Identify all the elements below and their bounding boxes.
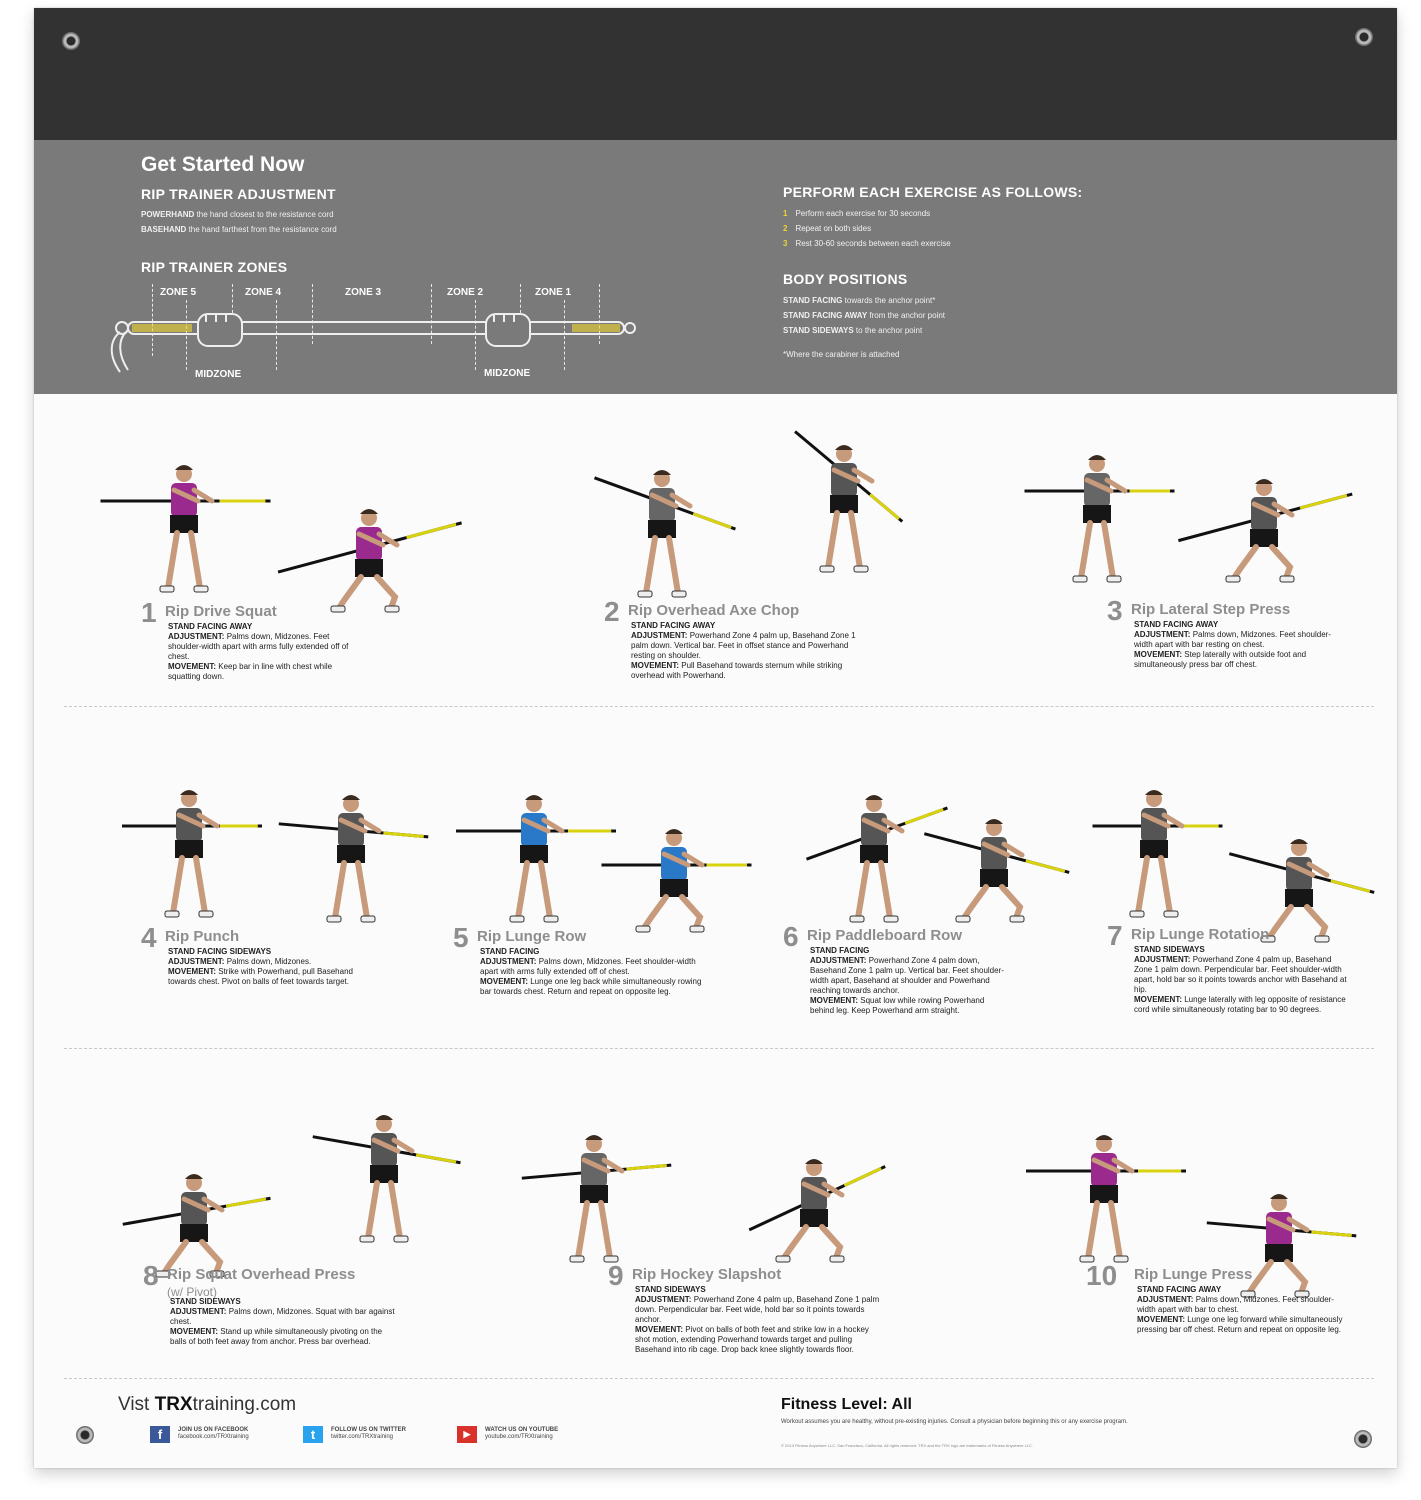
exercise-title: Rip Drive Squat [165,603,277,620]
twitter-icon: t [303,1426,323,1443]
trx-website-link[interactable]: Vist TRXtraining.com [118,1394,297,1415]
exercise-description: STAND SIDEWAYS ADJUSTMENT: Powerhand Zone 4 palm up, Basehand Zone 1 palm down. Perpendicular bar. Feet wide, hold bar so it points towards anchor. MOVEMENT: Pivot on balls of both feet and strike low in a hockey shot motion, extending Powerhand towards target and pulling Basehand into rib cage. Drop back knee slightly towards floor. [635,1285,880,1354]
zone-label: ZONE 4 [245,287,282,298]
midzone-label: MIDZONE [195,369,242,380]
zones-heading: RIP TRAINER ZONES [141,259,288,275]
exercise-photo [514,1128,714,1268]
exercise-number: 9 [608,1260,624,1291]
exercise-photo [1184,458,1384,598]
exercise-photo [271,788,471,928]
exercise-number: 3 [1107,595,1123,626]
exercise-photo [582,463,782,603]
exercise-number: 2 [604,596,620,627]
fist-icon [198,314,242,346]
perform-step: 2 Repeat on both sides [783,224,872,233]
exercise-title: Rip Overhead Axe Chop [628,602,800,619]
exercise-title: Rip Paddleboard Row [807,927,963,944]
basehand-definition: BASEHAND the hand farthest from the resistance cord [141,225,337,234]
exercise-number: 1 [141,597,157,628]
body-position: STAND SIDEWAYS to the anchor point [783,326,923,335]
exercise-photo [304,1108,504,1248]
zone-label: ZONE 1 [535,287,572,298]
zone-label: ZONE 2 [447,287,484,298]
exercise-title: Rip Lateral Step Press [1131,601,1291,618]
exercise-description: STAND SIDEWAYS ADJUSTMENT: Powerhand Zone 4 palm up, Basehand Zone 1 palm down. Perpendicular bar. Feet shoulder-width apart, hold bar so it points towards anchor with Basehand at hip. MOVEMENT: Lunge laterally with leg opposite of resistance cord while simultaneously rotating bar to 90 degrees. [1134,945,1347,1014]
youtube-link[interactable] [457,1426,587,1444]
facebook-text: JOIN US ON FACEBOOK facebook.com/TRXtraining [178,1427,249,1440]
exercise-photo [734,1138,934,1278]
header-dark-band [34,8,1397,140]
exercise-description: STAND FACING ADJUSTMENT: Palms down, Midzones. Feet shoulder-width apart with arms fully extended off of chest. MOVEMENT: Lunge one leg back while simultaneously rowing bar towards chest. Return and repeat on opposite leg. [480,947,702,996]
exercise-number: 7 [1107,920,1123,951]
instructions-band [34,140,1397,394]
exercise-description: STAND FACING AWAY ADJUSTMENT: Palms down, Midzones. Feet shoulder-width apart with arms fully extended off of chest. MOVEMENT: Keep bar in line with chest while squatting down. [168,622,349,681]
body-position: STAND FACING AWAY from the anchor point [783,311,945,320]
exercise-title: Rip Lunge Row [477,928,587,945]
grommet-icon [1355,28,1373,46]
powerhand-definition: POWERHAND the hand closest to the resistance cord [141,210,334,219]
disclaimer: Workout assumes you are healthy, without pre-existing injuries. Consult a physician before beginning this or any exercise program. [781,1419,1128,1425]
facebook-link[interactable] [150,1426,280,1444]
exercise-description: STAND FACING AWAY ADJUSTMENT: Palms down, Midzones. Feet shoulder-width apart with bar resting on chest. MOVEMENT: Step laterally with outside foot and simultaneously press bar off chest. [1134,620,1331,669]
grommet-icon [76,1426,94,1444]
exercise-photo [594,808,794,948]
footnote: *Where the carabiner is attached [783,350,900,359]
facebook-icon: f [150,1426,170,1443]
exercise-photo [104,458,304,598]
exercise-number: 8 [143,1260,159,1291]
exercise-title: Rip Punch [165,928,240,945]
workout-poster [34,8,1397,1468]
twitter-link[interactable] [303,1426,433,1444]
zone-label: ZONE 5 [160,287,197,298]
zone-label: ZONE 3 [345,287,382,298]
youtube-icon: ▶ [457,1426,477,1443]
grommet-icon [62,32,80,50]
copyright: © 2013 Fitness Anywhere LLC. San Francisco, California. All rights reserved. TRX and the TRX logo are trademarks of Fitness Anywhere LLC. [781,1443,1034,1448]
exercise-photo [1024,1128,1224,1268]
exercise-number: 5 [453,922,469,953]
exercise-number: 6 [783,921,799,952]
body-positions-heading: BODY POSITIONS [783,271,908,287]
exercise-description: STAND SIDEWAYS ADJUSTMENT: Palms down, Midzones. Squat with bar against chest. MOVEMENT: Stand up while simultaneously pivoting on the balls of both feet away from anchor. Press bar overhead. [170,1297,395,1346]
exercise-photo [764,438,964,578]
exercise-number: 10 [1086,1260,1118,1291]
adjustment-heading: RIP TRAINER ADJUSTMENT [141,186,336,202]
exercise-number: 4 [141,922,157,953]
twitter-text: FOLLOW US ON TWITTER twitter.com/TRXtraining [331,1427,406,1440]
fitness-level: Fitness Level: All [781,1396,912,1413]
exercise-title: Rip Hockey Slapshot [632,1266,782,1283]
perform-step: 1 Perform each exercise for 30 seconds [783,209,931,218]
fist-icon [486,314,530,346]
exercise-photo [289,488,489,628]
row-divider [64,1048,1374,1049]
grommet-icon [1354,1430,1372,1448]
exercise-title: Rip Lunge Press [1134,1266,1253,1283]
rip-trainer-bar-diagram [102,300,642,380]
perform-heading: PERFORM EACH EXERCISE AS FOLLOWS: [783,184,1083,200]
body-position: STAND FACING towards the anchor point* [783,296,936,305]
exercise-description: STAND FACING AWAY ADJUSTMENT: Powerhand Zone 4 palm up, Basehand Zone 1 palm down. Vertical bar. Feet in offset stance and Powerhand resting on shoulder. MOVEMENT: Pull Basehand towards sternum while striking overhead with Powerhand. [631,621,856,680]
row-divider [64,1378,1374,1379]
exercise-title: Rip Squat Overhead Press (w/ Pivot) [167,1266,356,1299]
exercise-description: STAND FACING AWAY ADJUSTMENT: Palms down, Midzones. Feet shoulder-width apart with bar to chest. MOVEMENT: Lunge one leg forward while simultaneously pressing bar off chest. Return and repeat on opposite leg. [1137,1285,1343,1334]
youtube-text: WATCH US ON YOUTUBE youtube.com/TRXtraining [485,1427,559,1440]
page-title: Get Started Now [141,153,305,176]
perform-step: 3 Rest 30-60 seconds between each exercise [783,239,951,248]
exercise-title: Rip Lunge Rotation [1131,926,1270,943]
exercise-description: STAND FACING SIDEWAYS ADJUSTMENT: Palms down, Midzones. MOVEMENT: Strike with Powerhand, pull Basehand towards chest. Pivot on balls of feet towards target. [168,947,353,986]
row-divider [64,706,1374,707]
midzone-label: MIDZONE [484,368,531,379]
exercise-description: STAND FACING ADJUSTMENT: Powerhand Zone 4 palm down, Basehand Zone 1 palm up. Vertical bar. Feet shoulder-width apart, Basehand at shoulder and Powerhand reaching towards anchor. MOVEMENT: Squat low while rowing Powerhand behind leg. Keep Powerhand arm straight. [810,946,1004,1015]
